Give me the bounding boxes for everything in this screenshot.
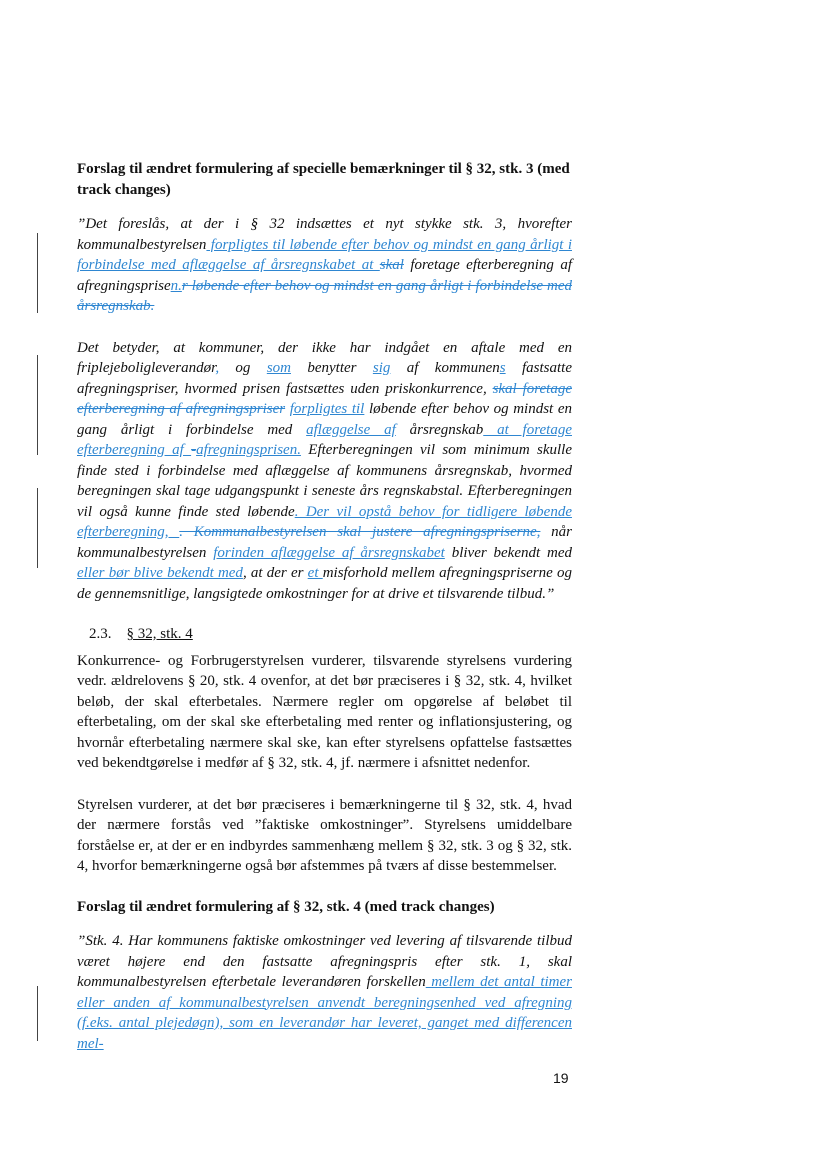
deleted-text: skal foretage efterberegning af afregningspriser bbox=[77, 380, 572, 417]
paragraph-explanation bbox=[77, 338, 572, 605]
inserted-text: aflæggelse af bbox=[306, 421, 396, 438]
inserted-text: at foretage efterberegning af bbox=[77, 421, 572, 458]
inserted-text: som bbox=[266, 360, 291, 376]
inserted-text: , bbox=[215, 360, 220, 376]
paragraph-proposal-stk4 bbox=[77, 931, 572, 1054]
text-run: Det betyder, at kommuner, der ikke har indgået en aftale med en friplejeboligleverandør bbox=[77, 339, 572, 376]
inserted-text: afregningsprisen. bbox=[196, 442, 301, 458]
text-run: benytter bbox=[290, 360, 373, 376]
text-run: løbende efter behov og mindst en gang årligt i forbindelse med bbox=[77, 401, 573, 438]
paragraph-assessment-1: Konkurrence- og Forbrugerstyrelsen vurderer, tilsvarende styrelsens vurdering vedr. ældrelovens § 20, stk. 4 ovenfor, at det bør præciseres i § 32, stk. 4, hvilket beløb, der skal efterbetales. Nærmere regler om opgørelse af beløbet til efterbetaling, om der skal ske efterbetaling med renter og inflationsjustering, og hvornår efterbetaling nærmere skal ske, kan efter styrelsens opfattelse fastsættes ved bekendtgørelse i medfør af § 32, stk. 4, jf. nærmere i afsnittet nedenfor. bbox=[77, 652, 572, 771]
heading-stk4: Forslag til ændret formulering af § 32, stk. 4 (med track changes) bbox=[77, 898, 495, 915]
text-run: , at der er bbox=[242, 565, 308, 581]
document-body bbox=[77, 159, 572, 1054]
section-heading bbox=[77, 624, 572, 645]
inserted-text: sig bbox=[372, 360, 391, 376]
change-bar bbox=[37, 355, 38, 455]
change-bar bbox=[37, 233, 38, 313]
text-run: og bbox=[219, 360, 267, 376]
text-run: når kommunalbestyrelsen bbox=[77, 524, 572, 561]
inserted-text: forinden aflæggelse af årsregnskabet bbox=[213, 544, 445, 561]
section-number: 2.3. bbox=[89, 626, 112, 642]
inserted-text: mellem det antal timer eller anden af kommunalbestyrelsen anvendt beregningsenhed ved afregning (f.eks. antal plejedøgn), som en leverandør har leveret, ganget med differencen mel- bbox=[77, 974, 572, 1052]
text-run: Efterberegningen vil som minimum skulle finde sted i forbindelse med aflæggelse af kommunens årsregnskab, hvormed beregningen skal tage udgangspunkt i seneste års regnskabstal. Efterberegningen vil også kunne finde sted løbende bbox=[77, 442, 572, 520]
heading-stk3: Forslag til ændret formulering af specielle bemærkninger til § 32, stk. 3 (med track changes) bbox=[77, 161, 570, 198]
inserted-text: forpligtes til bbox=[289, 401, 365, 417]
deleted-text: skal bbox=[379, 257, 404, 273]
text-run: fastsatte afregningspriser, hvormed prisen fastsættes uden priskonkurrence, bbox=[77, 360, 572, 397]
inserted-text: n. bbox=[170, 277, 182, 294]
inserted-text: et bbox=[307, 565, 323, 581]
text-run: ”Stk. 4. Har kommunens faktiske omkostninger ved levering af tilsvarende tilbud været højere end den fastsatte afregningspris efter stk. 1, skal kommunalbestyrelsen efterbetale leverandøren forskellen bbox=[77, 933, 572, 990]
deleted-text: r løbende efter behov og mindst en gang årligt i forbindelse med årsregnskab. bbox=[77, 277, 572, 314]
page-number: 19 bbox=[553, 1070, 569, 1086]
inserted-text: s bbox=[499, 360, 506, 376]
text-run: misforhold mellem afregningspriserne og de gennemsnitlige, langsigtede omkostninger for at drive et tilsvarende tilbud.” bbox=[77, 565, 572, 602]
text-run: ”Det foreslås, at der i § 32 indsættes et nyt stykke stk. 3, hvorefter kommunalbestyrelsen bbox=[77, 216, 572, 253]
change-bar bbox=[37, 986, 38, 1041]
paragraph-proposal-stk3 bbox=[77, 214, 572, 317]
text-run: af kommunen bbox=[390, 360, 500, 376]
text-run: foretage efterberegning af afregningsprise bbox=[77, 257, 572, 294]
text-run: bliver bekendt med bbox=[444, 544, 572, 561]
inserted-text: forpligtes til løbende efter behov og mindst en gang årligt i forbindelse med aflæggelse af årsregnskabet at bbox=[77, 236, 572, 273]
text-run: årsregnskab bbox=[395, 421, 484, 438]
change-bar bbox=[37, 488, 38, 568]
paragraph-assessment-2: Styrelsen vurderer, at det bør præciseres i bemærkningerne til § 32, stk. 4, hvad der nærmere forstås ved ”faktiske omkostninger”. Styrelsens umiddelbare forståelse er, at der er en indbyrdes sammenhæng mellem § 32, stk. 3 og § 32, stk. 4, hvorfor bemærkningerne også bør afstemmes på tværs af disse bestemmelser. bbox=[77, 796, 572, 874]
inserted-text: . Der vil opstå behov for tidligere løbende efterberegning, bbox=[77, 503, 572, 540]
section-title: § 32, stk. 4 bbox=[126, 626, 193, 642]
deleted-text: - bbox=[191, 442, 197, 458]
deleted-text: . Kommunalbestyrelsen skal justere afregningspriserne, bbox=[179, 524, 541, 540]
inserted-text: eller bør blive bekendt med bbox=[77, 565, 243, 581]
